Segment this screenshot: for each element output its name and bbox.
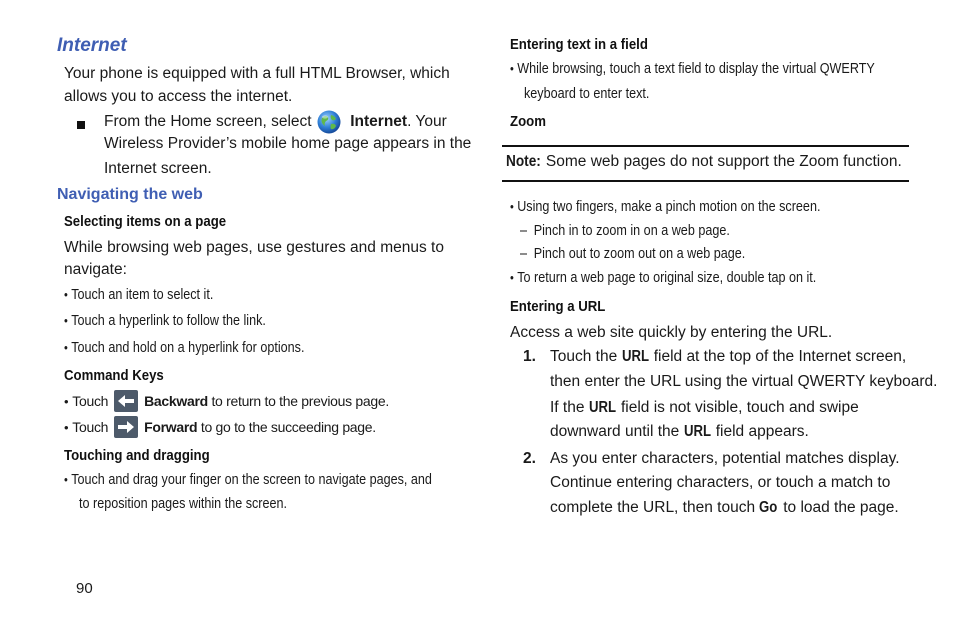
forward-label: Forward [144, 419, 198, 435]
square-bullet [77, 116, 85, 134]
heading-selecting-items: Selecting items on a page [64, 213, 227, 230]
list-item: • Using two fingers, make a pinch motion on the screen. [510, 198, 821, 215]
list-item: • Touch and hold on a hyperlink for options. [64, 339, 305, 356]
backward-key-row: • Touch Backward to return to the previous page. [64, 390, 389, 412]
forward-key-row: • Touch Forward to go to the succeeding page. [64, 416, 376, 438]
list-item: • Touch and drag your finger on the screen to navigate pages, and [64, 471, 432, 488]
step2-line-2: Continue entering characters, or touch a match to [550, 474, 891, 491]
back-arrow-icon [114, 390, 138, 412]
url-intro: Access a web site quickly by entering the URL. [510, 324, 833, 341]
step1-line-3: If the URL field is not visible, touch and swipe [550, 399, 859, 416]
subsection-title-navigating: Navigating the web [57, 186, 203, 203]
note-bottom-rule [502, 180, 909, 182]
step1-line-1: Touch the URL field at the top of the Internet screen, [550, 348, 907, 365]
step1-line-4: downward until the URL field appears. [550, 423, 809, 440]
selecting-line-1: While browsing web pages, use gestures and menus to [64, 239, 444, 256]
page-number: 90 [76, 580, 93, 597]
heading-zoom: Zoom [510, 113, 546, 130]
note-label: Note: [506, 153, 541, 170]
step-number-1: 1. [523, 348, 536, 365]
globe-icon [316, 109, 342, 135]
step1-line-2: then enter the URL using the virtual QWERTY keyboard. [550, 373, 938, 390]
list-item: • To return a web page to original size, double tap on it. [510, 269, 817, 286]
intro-line-2: allows you to access the internet. [64, 88, 293, 105]
list-item: • Touch an item to select it. [64, 286, 214, 303]
list-item: • Touch a hyperlink to follow the link. [64, 312, 266, 329]
note-top-rule [502, 145, 909, 147]
home-instruction-line-2: Wireless Provider’s mobile home page appears in the [104, 135, 472, 152]
home-instruction-line-3: Internet screen. [104, 160, 212, 177]
step-number-2: 2. [523, 450, 536, 467]
dash-item: – Pinch in to zoom in on a web page. [520, 222, 730, 239]
intro-line-1: Your phone is equipped with a full HTML Browser, which [64, 65, 450, 82]
step2-line-3: complete the URL, then touch Go to load the page. [550, 499, 899, 516]
list-item-continuation: keyboard to enter text. [524, 85, 650, 102]
forward-arrow-icon [114, 416, 138, 438]
url-label: URL [621, 348, 649, 365]
heading-entering-text: Entering text in a field [510, 36, 648, 53]
list-item: • While browsing, touch a text field to display the virtual QWERTY [510, 60, 875, 77]
selecting-line-2: navigate: [64, 261, 127, 278]
list-item-continuation: to reposition pages within the screen. [79, 495, 288, 512]
internet-app-label: Internet [350, 113, 408, 131]
url-label: URL [588, 399, 616, 416]
heading-touching-dragging: Touching and dragging [64, 447, 210, 464]
home-instruction-pre: From the Home screen, select [104, 113, 312, 131]
section-title-internet: Internet [57, 35, 127, 56]
url-label: URL [683, 423, 711, 440]
step2-line-1: As you enter characters, potential matches display. [550, 450, 900, 467]
go-label: Go [759, 499, 778, 516]
dash-item: – Pinch out to zoom out on a web page. [520, 245, 746, 262]
backward-label: Backward [144, 393, 208, 409]
note-text: Note: Some web pages do not support the Zoom function. [506, 153, 902, 170]
home-instruction-post: . Your [407, 113, 447, 131]
home-instruction-line-1 [104, 109, 447, 135]
heading-entering-url: Entering a URL [510, 298, 606, 315]
heading-command-keys: Command Keys [64, 367, 164, 384]
